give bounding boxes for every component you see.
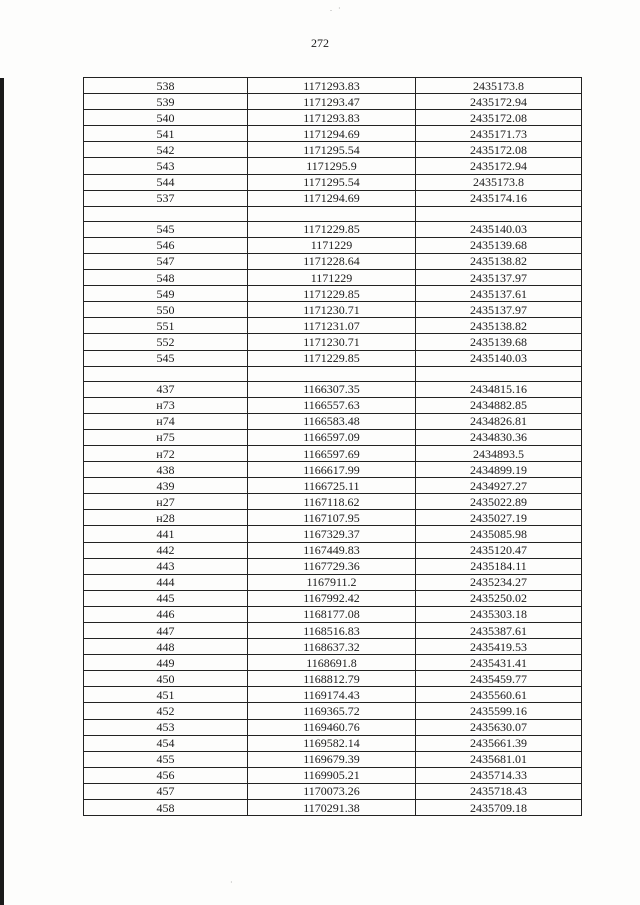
x-coordinate-cell: 1169174.43 [248, 687, 416, 703]
y-coordinate-cell: 2435250.02 [416, 590, 582, 606]
point-number-cell: 437 [84, 381, 248, 397]
table-row [84, 558, 582, 574]
table-row [84, 237, 582, 253]
point-number-cell: н75 [84, 429, 248, 445]
y-coordinate-cell: 2434893.5 [416, 445, 582, 461]
point-number-cell: 446 [84, 606, 248, 622]
x-coordinate-cell: 1171229 [248, 270, 416, 286]
table-row [84, 350, 582, 366]
table-row [84, 445, 582, 461]
point-number-cell: 453 [84, 719, 248, 735]
y-coordinate-cell: 2435172.94 [416, 94, 582, 110]
x-coordinate-cell: 1166307.35 [248, 381, 416, 397]
empty-cell [248, 366, 416, 381]
table-row [84, 110, 582, 126]
x-coordinate-cell: 1168691.8 [248, 655, 416, 671]
x-coordinate-cell: 1167107.95 [248, 510, 416, 526]
x-coordinate-cell: 1167118.62 [248, 494, 416, 510]
table-row [84, 735, 582, 751]
table-row [84, 687, 582, 703]
empty-cell [416, 206, 582, 221]
x-coordinate-cell: 1171293.83 [248, 78, 416, 94]
x-coordinate-cell: 1167329.37 [248, 526, 416, 542]
table-row [84, 94, 582, 110]
table-row [84, 590, 582, 606]
page-number: 272 [311, 36, 329, 50]
point-number-cell: 442 [84, 542, 248, 558]
y-coordinate-cell: 2435172.94 [416, 158, 582, 174]
y-coordinate-cell: 2435661.39 [416, 735, 582, 751]
x-coordinate-cell: 1166557.63 [248, 397, 416, 413]
x-coordinate-cell: 1171228.64 [248, 253, 416, 269]
table-row [84, 671, 582, 687]
x-coordinate-cell: 1169905.21 [248, 767, 416, 783]
y-coordinate-cell: 2435431.41 [416, 655, 582, 671]
x-coordinate-cell: 1166597.69 [248, 445, 416, 461]
y-coordinate-cell: 2434830.36 [416, 429, 582, 445]
x-coordinate-cell: 1171294.69 [248, 190, 416, 206]
point-number-cell: 538 [84, 78, 248, 94]
point-number-cell: 545 [84, 221, 248, 237]
y-coordinate-cell: 2435120.47 [416, 542, 582, 558]
y-coordinate-cell: 2435138.82 [416, 253, 582, 269]
point-number-cell: 456 [84, 767, 248, 783]
point-number-cell: 546 [84, 237, 248, 253]
y-coordinate-cell: 2434815.16 [416, 381, 582, 397]
y-coordinate-cell: 2435173.8 [416, 174, 582, 190]
table-row [84, 142, 582, 158]
table-row [84, 526, 582, 542]
x-coordinate-cell: 1167911.2 [248, 574, 416, 590]
table-row [84, 158, 582, 174]
y-coordinate-cell: 2435174.16 [416, 190, 582, 206]
table-row [84, 800, 582, 816]
y-coordinate-cell: 2435140.03 [416, 350, 582, 366]
point-number-cell: 541 [84, 126, 248, 142]
y-coordinate-cell: 2435709.18 [416, 800, 582, 816]
x-coordinate-cell: 1168516.83 [248, 623, 416, 639]
point-number-cell: 551 [84, 318, 248, 334]
point-number-cell: 454 [84, 735, 248, 751]
x-coordinate-cell: 1168812.79 [248, 671, 416, 687]
y-coordinate-cell: 2435085.98 [416, 526, 582, 542]
separator-row [84, 366, 582, 381]
point-number-cell: н27 [84, 494, 248, 510]
y-coordinate-cell: 2435387.61 [416, 623, 582, 639]
point-number-cell: 537 [84, 190, 248, 206]
y-coordinate-cell: 2435560.61 [416, 687, 582, 703]
y-coordinate-cell: 2435139.68 [416, 334, 582, 350]
y-coordinate-cell: 2435138.82 [416, 318, 582, 334]
x-coordinate-cell: 1168177.08 [248, 606, 416, 622]
y-coordinate-cell: 2435172.08 [416, 142, 582, 158]
x-coordinate-cell: 1171295.54 [248, 174, 416, 190]
point-number-cell: 451 [84, 687, 248, 703]
x-coordinate-cell: 1171231.07 [248, 318, 416, 334]
y-coordinate-cell: 2434899.19 [416, 462, 582, 478]
table-row [84, 751, 582, 767]
x-coordinate-cell: 1171293.83 [248, 110, 416, 126]
table-row [84, 397, 582, 413]
x-coordinate-cell: 1166583.48 [248, 413, 416, 429]
empty-cell [248, 206, 416, 221]
y-coordinate-cell: 2435681.01 [416, 751, 582, 767]
point-number-cell: 447 [84, 623, 248, 639]
point-number-cell: 439 [84, 478, 248, 494]
point-number-cell: н73 [84, 397, 248, 413]
point-number-cell: 540 [84, 110, 248, 126]
y-coordinate-cell: 2435022.89 [416, 494, 582, 510]
x-coordinate-cell: 1166725.11 [248, 478, 416, 494]
y-coordinate-cell: 2435027.19 [416, 510, 582, 526]
table-row [84, 783, 582, 799]
x-coordinate-cell: 1167449.83 [248, 542, 416, 558]
point-number-cell: 438 [84, 462, 248, 478]
y-coordinate-cell: 2435459.77 [416, 671, 582, 687]
empty-cell [416, 366, 582, 381]
x-coordinate-cell: 1169460.76 [248, 719, 416, 735]
y-coordinate-cell: 2435303.18 [416, 606, 582, 622]
table-row [84, 302, 582, 318]
y-coordinate-cell: 2435718.43 [416, 783, 582, 799]
x-coordinate-cell: 1169679.39 [248, 751, 416, 767]
scan-speckle: . · [330, 4, 343, 13]
x-coordinate-cell: 1170073.26 [248, 783, 416, 799]
point-number-cell: 450 [84, 671, 248, 687]
table-row [84, 253, 582, 269]
x-coordinate-cell: 1166617.99 [248, 462, 416, 478]
point-number-cell: 542 [84, 142, 248, 158]
table-row [84, 574, 582, 590]
x-coordinate-cell: 1171295.9 [248, 158, 416, 174]
coordinates-table-body [84, 78, 582, 816]
table-row [84, 655, 582, 671]
coordinates-table [83, 77, 582, 816]
y-coordinate-cell: 2434927.27 [416, 478, 582, 494]
y-coordinate-cell: 2435171.73 [416, 126, 582, 142]
table-row [84, 190, 582, 206]
point-number-cell: 441 [84, 526, 248, 542]
point-number-cell: 549 [84, 286, 248, 302]
point-number-cell: 550 [84, 302, 248, 318]
y-coordinate-cell: 2435172.08 [416, 110, 582, 126]
x-coordinate-cell: 1171229.85 [248, 221, 416, 237]
x-coordinate-cell: 1171295.54 [248, 142, 416, 158]
table-row [84, 318, 582, 334]
point-number-cell: 445 [84, 590, 248, 606]
x-coordinate-cell: 1169582.14 [248, 735, 416, 751]
point-number-cell: 543 [84, 158, 248, 174]
x-coordinate-cell: 1168637.32 [248, 639, 416, 655]
table-row [84, 542, 582, 558]
point-number-cell: 449 [84, 655, 248, 671]
table-row [84, 334, 582, 350]
x-coordinate-cell: 1171230.71 [248, 334, 416, 350]
x-coordinate-cell: 1171230.71 [248, 302, 416, 318]
table-row [84, 381, 582, 397]
scan-edge-bar [0, 78, 4, 905]
table-row [84, 174, 582, 190]
x-coordinate-cell: 1167729.36 [248, 558, 416, 574]
x-coordinate-cell: 1170291.38 [248, 800, 416, 816]
point-number-cell: н28 [84, 510, 248, 526]
y-coordinate-cell: 2435137.97 [416, 302, 582, 318]
point-number-cell: 539 [84, 94, 248, 110]
y-coordinate-cell: 2435714.33 [416, 767, 582, 783]
table-row [84, 639, 582, 655]
table-row [84, 126, 582, 142]
point-number-cell: н74 [84, 413, 248, 429]
y-coordinate-cell: 2435139.68 [416, 237, 582, 253]
table-row [84, 606, 582, 622]
empty-cell [84, 206, 248, 221]
y-coordinate-cell: 2435234.27 [416, 574, 582, 590]
y-coordinate-cell: 2435630.07 [416, 719, 582, 735]
table-row [84, 270, 582, 286]
table-row [84, 413, 582, 429]
empty-cell [84, 366, 248, 381]
point-number-cell: 444 [84, 574, 248, 590]
y-coordinate-cell: 2435173.8 [416, 78, 582, 94]
x-coordinate-cell: 1167992.42 [248, 590, 416, 606]
y-coordinate-cell: 2435140.03 [416, 221, 582, 237]
table-row [84, 719, 582, 735]
point-number-cell: 545 [84, 350, 248, 366]
x-coordinate-cell: 1171293.47 [248, 94, 416, 110]
point-number-cell: 443 [84, 558, 248, 574]
x-coordinate-cell: 1169365.72 [248, 703, 416, 719]
y-coordinate-cell: 2435137.97 [416, 270, 582, 286]
point-number-cell: 548 [84, 270, 248, 286]
table-row [84, 221, 582, 237]
point-number-cell: 544 [84, 174, 248, 190]
y-coordinate-cell: 2434882.85 [416, 397, 582, 413]
point-number-cell: 448 [84, 639, 248, 655]
x-coordinate-cell: 1166597.09 [248, 429, 416, 445]
y-coordinate-cell: 2435137.61 [416, 286, 582, 302]
point-number-cell: 458 [84, 800, 248, 816]
table-row [84, 510, 582, 526]
table-row [84, 78, 582, 94]
point-number-cell: 547 [84, 253, 248, 269]
scan-speckle: · [230, 878, 235, 887]
y-coordinate-cell: 2434826.81 [416, 413, 582, 429]
y-coordinate-cell: 2435184.11 [416, 558, 582, 574]
x-coordinate-cell: 1171229.85 [248, 350, 416, 366]
y-coordinate-cell: 2435599.16 [416, 703, 582, 719]
table-row [84, 429, 582, 445]
y-coordinate-cell: 2435419.53 [416, 639, 582, 655]
x-coordinate-cell: 1171294.69 [248, 126, 416, 142]
point-number-cell: н72 [84, 445, 248, 461]
table-row [84, 286, 582, 302]
separator-row [84, 206, 582, 221]
point-number-cell: 457 [84, 783, 248, 799]
x-coordinate-cell: 1171229.85 [248, 286, 416, 302]
point-number-cell: 455 [84, 751, 248, 767]
point-number-cell: 452 [84, 703, 248, 719]
x-coordinate-cell: 1171229 [248, 237, 416, 253]
table-row [84, 767, 582, 783]
table-row [84, 703, 582, 719]
table-row [84, 494, 582, 510]
table-row [84, 462, 582, 478]
table-row [84, 623, 582, 639]
point-number-cell: 552 [84, 334, 248, 350]
table-row [84, 478, 582, 494]
